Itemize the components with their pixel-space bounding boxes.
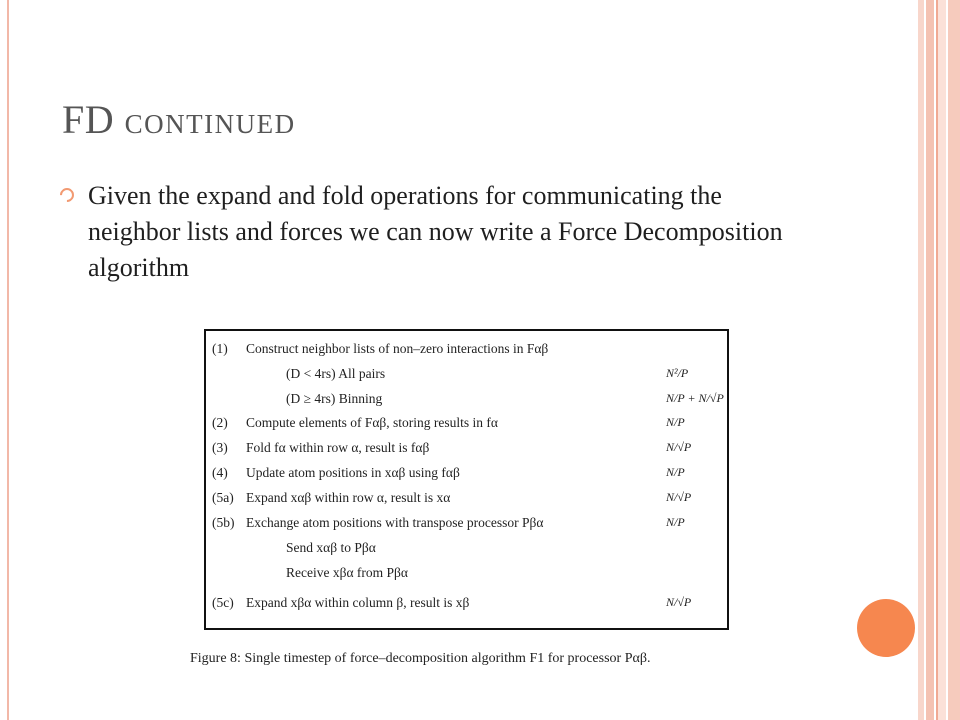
- step-number: (3): [212, 440, 228, 455]
- slide-title-main: FD: [62, 97, 115, 142]
- step-cost: N/P: [666, 515, 685, 529]
- step-text: (D < 4rs) All pairs: [286, 366, 386, 381]
- step-number: (5b): [212, 515, 235, 530]
- slide-right-border-stripe: [926, 0, 934, 720]
- slide-title: [62, 96, 296, 143]
- step-text: (D ≥ 4rs) Binning: [286, 391, 383, 406]
- slide-right-border-stripe: [936, 0, 946, 720]
- step-cost: N²/P: [666, 366, 689, 380]
- step-row: [206, 565, 726, 591]
- step-row: [206, 366, 726, 392]
- step-row: [206, 540, 726, 566]
- step-text: Exchange atom positions with transpose processor Pβα: [246, 515, 544, 530]
- step-row: [206, 391, 726, 417]
- step-cost: N/P: [666, 465, 685, 479]
- step-number: (5a): [212, 490, 234, 505]
- step-cost: N/√P: [666, 440, 692, 454]
- step-number: (5c): [212, 595, 234, 610]
- algorithm-figure: [204, 329, 729, 630]
- step-row: [206, 515, 726, 541]
- step-text: Send xαβ to Pβα: [286, 540, 376, 555]
- step-text: Receive xβα from Pβα: [286, 565, 408, 580]
- slide-left-border: [0, 0, 9, 720]
- slide-title-rest: CONTINUED: [124, 109, 296, 139]
- bullet-text: Given the expand and fold operations for communicating the neighbor lists and forces we can now write a Force Decomposition algorithm: [88, 181, 783, 282]
- step-number: (1): [212, 341, 228, 356]
- step-text: Construct neighbor lists of non–zero interactions in Fαβ: [246, 341, 549, 356]
- step-cost: N/√P: [666, 490, 692, 504]
- step-row: [206, 465, 726, 491]
- step-cost: N/√P: [666, 595, 692, 609]
- slide-right-border-stripe: [948, 0, 960, 720]
- figure-caption: Figure 8: Single timestep of force–decomposition algorithm F1 for processor Pαβ.: [190, 651, 651, 666]
- slide-right-border-stripe: [918, 0, 924, 720]
- step-text: Compute elements of Fαβ, storing results in fα: [246, 415, 498, 430]
- step-cost: N/P: [666, 415, 685, 429]
- decorative-orange-circle: [857, 599, 915, 657]
- step-text: Update atom positions in xαβ using fαβ: [246, 465, 460, 480]
- step-row: [206, 415, 726, 441]
- step-text: Fold fα within row α, result is fαβ: [246, 440, 430, 455]
- step-text: Expand xαβ within row α, result is xα: [246, 490, 451, 505]
- step-text: Expand xβα within column β, result is xβ: [246, 595, 470, 610]
- step-cost: N/P + N/√P: [666, 391, 724, 405]
- step-number: (4): [212, 465, 228, 480]
- step-row: [206, 440, 726, 466]
- bullet-icon: [57, 185, 77, 205]
- step-row: [206, 595, 726, 621]
- step-number: (2): [212, 415, 228, 430]
- step-row: [206, 490, 726, 516]
- step-row: [206, 341, 726, 367]
